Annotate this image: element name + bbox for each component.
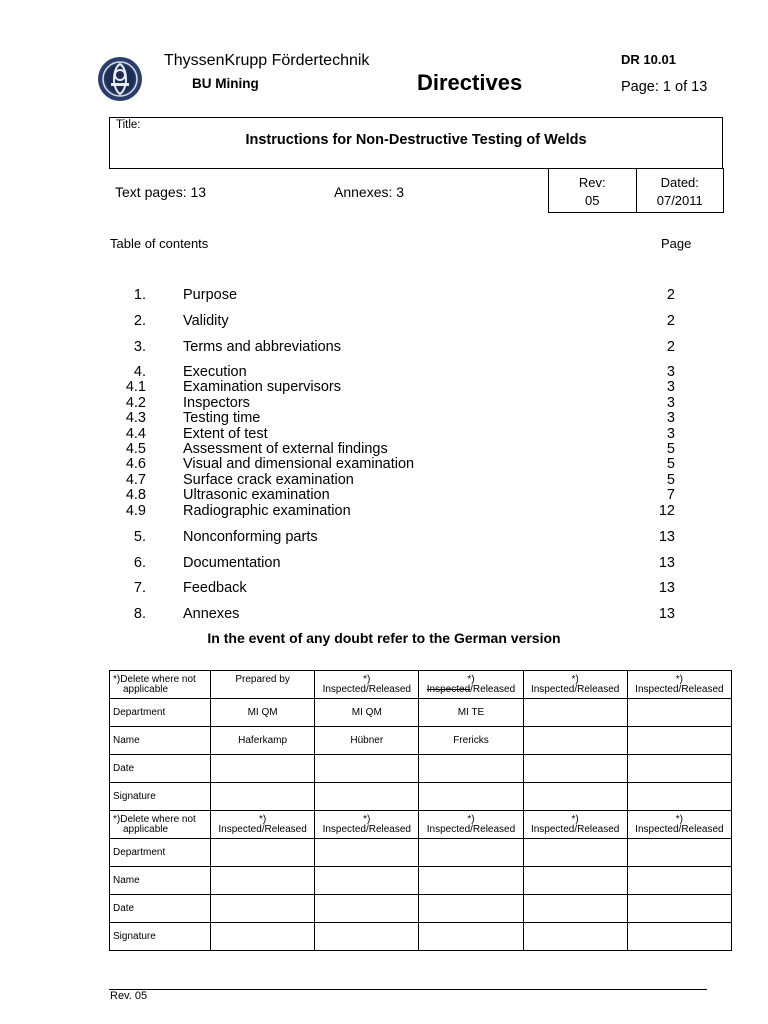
table-row xyxy=(110,727,732,755)
toc-entry-page: 3 xyxy=(666,364,675,380)
toc-entry-number: 4.7 xyxy=(125,472,146,488)
signature-cell xyxy=(315,923,419,951)
revision-cell xyxy=(549,168,636,212)
toc-entry-label: Ultrasonic examination xyxy=(183,487,330,503)
department-cell xyxy=(419,839,523,867)
toc-entry-label: Testing time xyxy=(183,410,261,426)
asterisk: *) xyxy=(467,673,475,685)
toc-entry-page: 3 xyxy=(666,410,675,426)
inspected-released-label: Inspected/Released xyxy=(635,683,724,695)
text-pages-count: Text pages: 13 xyxy=(115,184,207,200)
asterisk: *) xyxy=(571,813,579,825)
division-name: BU Mining xyxy=(192,76,259,91)
toc-entry-number: 4.4 xyxy=(125,426,146,442)
asterisk: *) xyxy=(258,813,267,825)
toc-page-heading: Page xyxy=(661,236,692,251)
dated-label: Dated: xyxy=(660,175,699,190)
signature-cell xyxy=(211,783,315,811)
date-cell xyxy=(315,895,419,923)
name-cell xyxy=(523,867,627,895)
footer-divider xyxy=(109,989,707,990)
asterisk: *) xyxy=(363,673,371,685)
name-cell xyxy=(523,727,627,755)
inspected-header xyxy=(315,671,419,699)
annexes-count: Annexes: 3 xyxy=(334,184,405,200)
department-cell xyxy=(627,699,731,727)
signoff-table xyxy=(109,670,732,951)
date-label: Date xyxy=(110,895,211,923)
name-cell: Hübner xyxy=(315,727,419,755)
title-box xyxy=(109,117,723,169)
date-label: Date xyxy=(110,755,211,783)
toc-entry-number: 8. xyxy=(133,606,146,622)
name-cell: Frericks xyxy=(419,727,523,755)
date-cell xyxy=(419,895,523,923)
inspected-header xyxy=(627,671,731,699)
footer-revision: Rev. 05 xyxy=(110,990,148,1002)
toc-entry-number: 4.9 xyxy=(125,503,146,519)
name-cell xyxy=(627,727,731,755)
signature-cell xyxy=(627,923,731,951)
name-label: Name xyxy=(110,867,211,895)
toc-entry-page: 3 xyxy=(666,426,675,442)
toc-entry-label: Radiographic examination xyxy=(183,503,351,519)
inspected-released-label: Inspected/Released xyxy=(530,683,620,695)
inspected-released-label: Inspected/Released xyxy=(322,683,411,695)
toc-entry-number: 2. xyxy=(133,313,146,329)
date-cell xyxy=(211,755,315,783)
language-notice: In the event of any doubt refer to the German version xyxy=(207,630,561,646)
department-cell: MI QM xyxy=(211,699,315,727)
asterisk: *) xyxy=(675,673,683,685)
delete-note-applicable: applicable xyxy=(123,823,169,835)
inspected-header xyxy=(419,811,523,839)
toc-entry-number: 4.1 xyxy=(125,379,146,395)
table-row xyxy=(110,671,732,699)
rev-value: 05 xyxy=(585,193,600,208)
name-cell: Haferkamp xyxy=(211,727,315,755)
toc-entry-label: Extent of test xyxy=(183,426,268,442)
signature-cell xyxy=(419,783,523,811)
toc-entry-number: 4.5 xyxy=(125,441,146,457)
toc-entry-label: Terms and abbreviations xyxy=(183,339,341,355)
delete-note: *)Delete where not xyxy=(113,813,196,825)
toc-entry-number: 5. xyxy=(133,529,146,545)
delete-note-cell xyxy=(110,671,211,699)
toc-entry-page: 7 xyxy=(666,487,675,503)
toc-entry-page: 12 xyxy=(658,503,675,519)
toc-entry-page: 13 xyxy=(658,580,675,596)
table-row xyxy=(110,811,732,839)
inspected-released-label: Inspected/Released xyxy=(218,823,307,835)
document-type: Directives xyxy=(417,70,523,95)
toc-entry-label: Surface crack examination xyxy=(183,472,354,488)
document-title: Instructions for Non-Destructive Testing of Welds xyxy=(245,132,587,148)
name-cell xyxy=(627,867,731,895)
signature-cell xyxy=(315,783,419,811)
inspected-header xyxy=(523,671,627,699)
inspected-released-label: Inspected/Released xyxy=(322,823,411,835)
inspected-header xyxy=(211,811,315,839)
date-cell xyxy=(523,895,627,923)
inspected-header xyxy=(523,811,627,839)
name-label: Name xyxy=(110,727,211,755)
department-cell xyxy=(211,839,315,867)
toc-entry-page: 13 xyxy=(658,529,675,545)
date-cell xyxy=(627,755,731,783)
title-label: Title: xyxy=(116,119,141,131)
asterisk: *) xyxy=(467,813,475,825)
page-indicator: Page: 1 of 13 xyxy=(621,79,708,95)
dated-value: 07/2011 xyxy=(656,193,703,208)
toc-entry-page: 5 xyxy=(666,456,675,472)
thyssenkrupp-logo-icon xyxy=(97,56,143,102)
dated-cell xyxy=(636,168,724,212)
department-cell xyxy=(523,839,627,867)
toc-entry-label: Execution xyxy=(183,364,247,380)
toc-entry-page: 3 xyxy=(666,395,675,411)
toc-entry-page: 2 xyxy=(666,339,675,355)
toc-entry-number: 4.6 xyxy=(125,456,146,472)
toc-entry-number: 3. xyxy=(133,339,146,355)
delete-note-applicable: applicable xyxy=(123,683,169,695)
inspected-header xyxy=(315,811,419,839)
document-number: DR 10.01 xyxy=(621,52,676,67)
toc-entry-number: 1. xyxy=(133,287,146,303)
inspected-released-label: Inspected/Released xyxy=(530,823,620,835)
asterisk: *) xyxy=(363,813,371,825)
toc-entry-number: 7. xyxy=(133,580,146,596)
department-cell: MI TE xyxy=(419,699,523,727)
table-row xyxy=(110,895,732,923)
toc-entry-number: 4.8 xyxy=(125,487,146,503)
signature-cell xyxy=(627,783,731,811)
department-label: Department xyxy=(110,839,211,867)
delete-note-cell xyxy=(110,811,211,839)
department-cell xyxy=(315,839,419,867)
prepared-by-header: Prepared by xyxy=(211,671,315,699)
name-cell xyxy=(315,867,419,895)
toc-entry-label: Inspectors xyxy=(183,395,250,411)
toc-entry-number: 4. xyxy=(133,364,146,380)
toc-entry-label: Documentation xyxy=(183,555,281,571)
revision-box xyxy=(548,168,724,213)
signature-cell xyxy=(523,783,627,811)
department-cell xyxy=(627,839,731,867)
asterisk: *) xyxy=(675,813,683,825)
toc-entry-page: 2 xyxy=(666,287,675,303)
signature-label: Signature xyxy=(110,923,211,951)
toc-entry-number: 6. xyxy=(133,555,146,571)
toc-entry-label: Validity xyxy=(183,313,229,329)
toc-entry-label: Feedback xyxy=(183,580,247,596)
name-cell xyxy=(419,867,523,895)
table-row xyxy=(110,839,732,867)
toc-entry-page: 5 xyxy=(666,472,675,488)
toc-entry-page: 13 xyxy=(658,555,675,571)
department-cell xyxy=(523,699,627,727)
toc-entry-page: 5 xyxy=(666,441,675,457)
toc-heading: Table of contents xyxy=(110,236,209,251)
table-row xyxy=(110,755,732,783)
table-row xyxy=(110,867,732,895)
inspected-struck-label: Inspected xyxy=(426,683,471,695)
toc-entry-label: Nonconforming parts xyxy=(183,529,318,545)
toc-entry-page: 13 xyxy=(658,606,675,622)
toc-entry-label: Purpose xyxy=(183,287,238,303)
toc-entry-number: 4.3 xyxy=(125,410,146,426)
inspected-header-struck xyxy=(419,671,523,699)
toc-entry-label: Examination supervisors xyxy=(183,379,341,395)
department-cell: MI QM xyxy=(315,699,419,727)
table-row xyxy=(110,923,732,951)
inspected-released-label: Inspected/Released xyxy=(426,823,516,835)
rev-label: Rev: xyxy=(578,175,606,190)
toc-entry-label: Assessment of external findings xyxy=(183,441,388,457)
company-name: ThyssenKrupp Fördertechnik xyxy=(164,52,370,69)
toc-entry-label: Annexes xyxy=(183,606,240,622)
signature-label: Signature xyxy=(110,783,211,811)
delete-note: *)Delete where not xyxy=(113,673,196,685)
department-label: Department xyxy=(110,699,211,727)
toc-entry-number: 4.2 xyxy=(125,395,146,411)
toc-entry-page: 2 xyxy=(666,313,675,329)
name-cell xyxy=(211,867,315,895)
table-row xyxy=(110,699,732,727)
inspected-header xyxy=(627,811,731,839)
toc-entry-page: 3 xyxy=(666,379,675,395)
signature-cell xyxy=(523,923,627,951)
date-cell xyxy=(315,755,419,783)
table-row xyxy=(110,783,732,811)
date-cell xyxy=(523,755,627,783)
signature-cell xyxy=(211,923,315,951)
toc-entry-label: Visual and dimensional examination xyxy=(183,456,415,472)
inspected-released-label: Inspected/Released xyxy=(635,823,724,835)
date-cell xyxy=(211,895,315,923)
asterisk: *) xyxy=(571,673,579,685)
signature-cell xyxy=(419,923,523,951)
date-cell xyxy=(627,895,731,923)
date-cell xyxy=(419,755,523,783)
released-label: /Released xyxy=(470,683,516,695)
